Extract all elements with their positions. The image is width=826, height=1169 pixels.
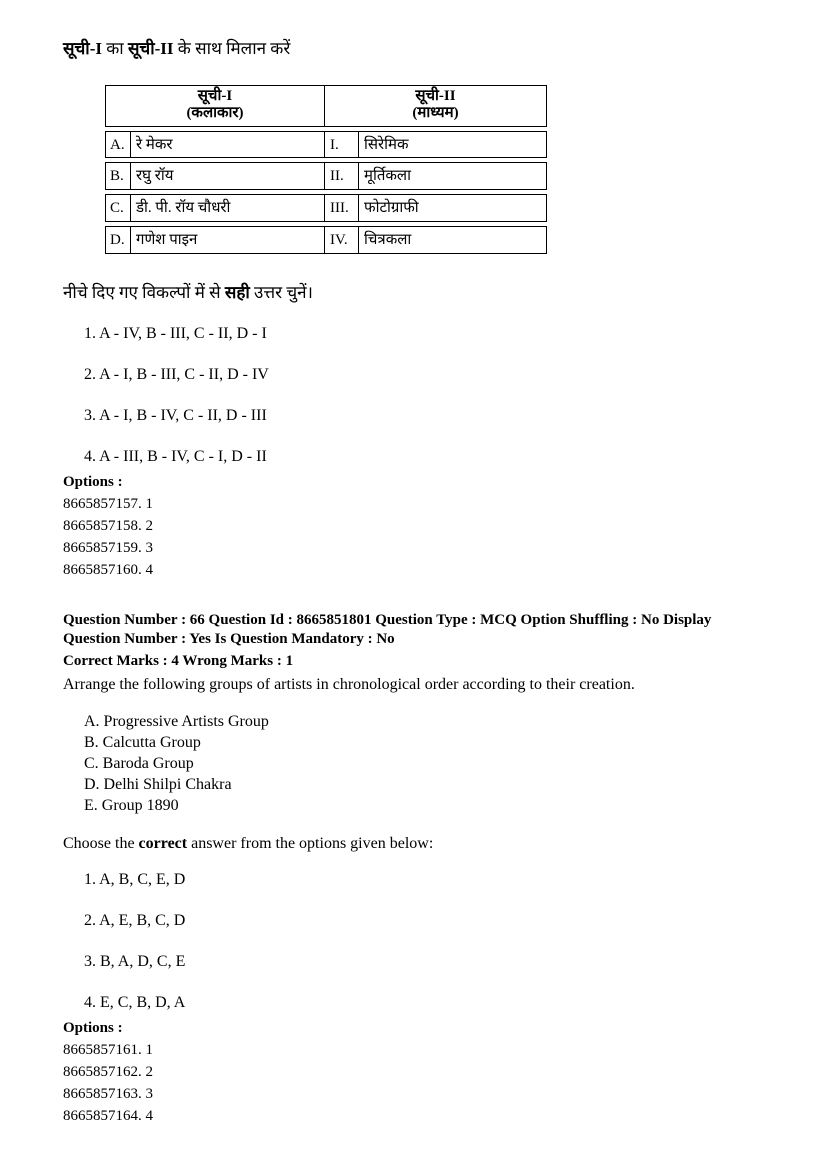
option-id-line: 8665857163. 3 [63, 1086, 153, 1102]
choice-item: 2. A, E, B, C, D [84, 912, 186, 929]
artist-group-item: C. Baroda Group [84, 755, 194, 772]
table-header-list2-sub: (माध्यम) [412, 105, 459, 122]
choose-answer-line [63, 835, 768, 853]
table-row [105, 226, 547, 254]
choice-item: 4. E, C, B, D, A [84, 994, 186, 1011]
option-id-line: 8665857159. 3 [63, 539, 153, 556]
choice-item: 4. A - III, B - IV, C - I, D - II [84, 447, 267, 465]
artist-name: रघु रॉय [131, 163, 325, 189]
artist-group-item: A. Progressive Artists Group [84, 713, 269, 730]
table-header-list1-title: सूची-I [197, 88, 233, 104]
roman-numeral: I. [325, 132, 359, 158]
artist-group-list [84, 711, 768, 816]
choice-item: 3. A - I, B - IV, C - II, D - III [84, 406, 267, 424]
choose-text-1: Choose the [63, 835, 139, 852]
medium-name: सिरेमिक [364, 136, 409, 153]
marks-line: Correct Marks : 4 Wrong Marks : 1 [63, 652, 294, 669]
choice-item: 3. B, A, D, C, E [84, 953, 186, 970]
match-lists-heading [63, 36, 768, 59]
medium-name: फोटोग्राफी [364, 200, 419, 216]
artist-name: गणेश पाइन [131, 227, 325, 253]
row-key: B. [106, 163, 131, 189]
choice-item: 1. A, B, C, E, D [84, 871, 186, 888]
table-header-list2 [325, 86, 546, 126]
option-id-line: 8665857162. 2 [63, 1064, 153, 1080]
q65-choices [84, 325, 768, 466]
row-key: A. [106, 132, 131, 158]
instruction-line [63, 280, 768, 303]
option-id-line: 8665857161. 1 [63, 1042, 153, 1058]
options-label: Options : [63, 473, 123, 490]
artist-name: रे मेकर [131, 132, 325, 158]
instruction-bold: सही [224, 282, 250, 302]
list1-label: सूची-I [63, 39, 102, 58]
roman-numeral: III. [325, 195, 359, 221]
table-row [105, 162, 547, 190]
list2-label: सूची-II [127, 39, 174, 58]
q66-choices [84, 871, 768, 1012]
artist-group-item: D. Delhi Shilpi Chakra [84, 776, 232, 793]
row-key: D. [106, 227, 131, 253]
artist-name: डी. पी. रॉय चौधरी [131, 195, 325, 221]
heading-text-2: के साथ मिलान करें [173, 39, 291, 58]
option-id-line: 8665857157. 1 [63, 495, 153, 512]
instruction-text-2: उत्तर चुनें। [249, 282, 313, 302]
table-header-list1 [106, 86, 325, 126]
option-id-line: 8665857164. 4 [63, 1108, 153, 1124]
roman-numeral: II. [325, 163, 359, 189]
choice-item: 2. A - I, B - III, C - II, D - IV [84, 365, 269, 383]
roman-numeral: IV. [325, 227, 359, 253]
match-table [105, 85, 547, 254]
option-id-line: 8665857158. 2 [63, 517, 153, 534]
row-key: C. [106, 195, 131, 221]
artist-group-item: E. Group 1890 [84, 797, 179, 814]
option-id-line: 8665857160. 4 [63, 561, 153, 578]
table-header-list2-title: सूची-II [415, 88, 456, 104]
artist-group-item: B. Calcutta Group [84, 734, 201, 751]
question-text: Arrange the following groups of artists in chronological order according to their creation. [63, 676, 635, 693]
heading-text-1: का [101, 39, 128, 58]
question-meta-line: Question Number : 66 Question Id : 8665851801 Question Type : MCQ Option Shuffling : No Display Question Number : Yes Is Question Mandatory : No [63, 611, 712, 647]
instruction-text-1: नीचे दिए गए विकल्पों में से [63, 282, 225, 302]
choose-text-2: answer from the options given below: [187, 835, 434, 852]
table-row [105, 194, 547, 222]
choose-bold: correct [138, 835, 188, 852]
table-header-list1-sub: (कलाकार) [186, 105, 244, 122]
medium-name: चित्रकला [364, 231, 412, 248]
options-label: Options : [63, 1020, 123, 1036]
table-row [105, 131, 547, 159]
medium-name: मूर्तिकला [364, 168, 411, 185]
choice-item: 1. A - IV, B - III, C - II, D - I [84, 324, 267, 342]
table-header-row [105, 85, 547, 127]
question-66-block [63, 611, 768, 1128]
